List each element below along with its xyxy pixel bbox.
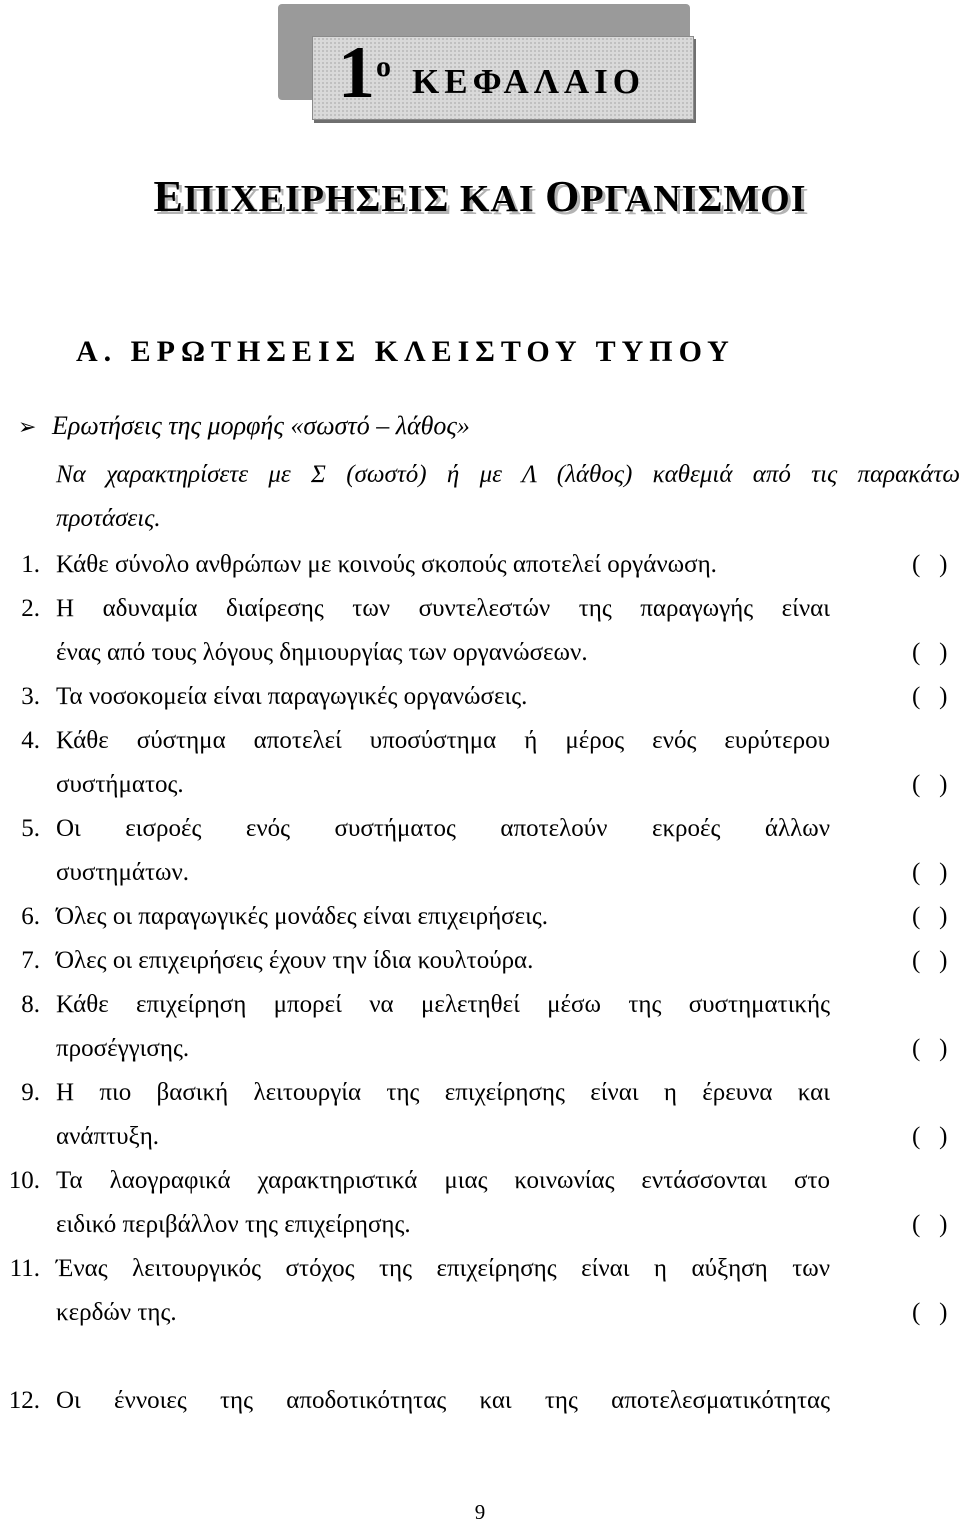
question-number: 5. bbox=[21, 815, 40, 842]
question-text: Ένας λειτουργικός στόχος της επιχείρησης είναι η αύξηση των bbox=[56, 1255, 830, 1282]
answer-box[interactable]: ( ) bbox=[912, 771, 948, 798]
question-text: Κάθε σύστημα αποτελεί υποσύστημα ή μέρος ενός ευρύτερου bbox=[56, 727, 830, 754]
question-number: 8. bbox=[21, 991, 40, 1018]
answer-box[interactable]: ( ) bbox=[912, 903, 948, 930]
title-initial-1: Ε bbox=[153, 172, 184, 221]
question-text: συστημάτων. bbox=[56, 859, 190, 886]
answer-box[interactable]: ( ) bbox=[912, 1035, 948, 1062]
question-text: Οι εισροές ενός συστήματος αποτελούν εκροές άλλων bbox=[56, 815, 830, 842]
answer-box[interactable]: ( ) bbox=[912, 1211, 948, 1238]
question-text: Κάθε σύνολο ανθρώπων με κοινούς σκοπούς αποτελεί οργάνωση. bbox=[56, 551, 717, 578]
answer-box[interactable]: ( ) bbox=[912, 551, 948, 578]
question-text: Τα λαογραφικά χαρακτηριστικά μιας κοινωνίας εντάσσονται στο bbox=[56, 1167, 830, 1194]
answer-box[interactable]: ( ) bbox=[912, 639, 948, 666]
question-text: προσέγγισης. bbox=[56, 1035, 190, 1062]
answer-box[interactable]: ( ) bbox=[912, 859, 948, 886]
answer-box[interactable]: ( ) bbox=[912, 947, 948, 974]
question-text: Τα νοσοκομεία είναι παραγωγικές οργανώσεις. bbox=[56, 683, 528, 710]
question-text: Κάθε επιχείρηση μπορεί να μελετηθεί μέσω της συστηματικής bbox=[56, 991, 830, 1018]
section-heading: Α. ΕΡΩΤΗΣΕΙΣ ΚΛΕΙΣΤΟΥ ΤΥΠΟΥ bbox=[76, 335, 735, 368]
answer-box[interactable]: ( ) bbox=[912, 1299, 948, 1326]
title-part-1: ΠΙΧΕΙΡΗΣΕΙΣ ΚΑΙ bbox=[183, 178, 546, 220]
question-text: Όλες οι παραγωγικές μονάδες είναι επιχειρήσεις. bbox=[56, 903, 549, 930]
chapter-number-superscript: ο bbox=[376, 50, 391, 83]
title-part-2: ΡΓΑΝΙΣΜΟΙ bbox=[580, 178, 807, 220]
question-text: συστήματος. bbox=[56, 771, 184, 798]
question-text: Οι έννοιες της αποδοτικότητας και της αποτελεσματικότητας bbox=[56, 1387, 830, 1414]
answer-box[interactable]: ( ) bbox=[912, 1123, 948, 1150]
arrow-bullet-icon: ➢ bbox=[18, 414, 37, 439]
question-number: 7. bbox=[21, 947, 40, 974]
question-number: 6. bbox=[21, 903, 40, 930]
question-text: Όλες οι επιχειρήσεις έχουν την ίδια κουλτούρα. bbox=[56, 947, 534, 974]
question-text: κερδών της. bbox=[56, 1299, 177, 1326]
title-initial-2: Ο bbox=[545, 172, 581, 221]
question-text: Η πιο βασική λειτουργία της επιχείρησης είναι η έρευνα και bbox=[56, 1079, 830, 1106]
question-number: 11. bbox=[9, 1255, 40, 1282]
question-text: ένας από τους λόγους δημιουργίας των οργανώσεων. bbox=[56, 639, 588, 666]
question-number: 3. bbox=[21, 683, 40, 710]
question-text: ανάπτυξη. bbox=[56, 1123, 160, 1150]
chapter-title bbox=[0, 174, 960, 222]
chapter-number: 1 bbox=[338, 32, 375, 114]
answer-box[interactable]: ( ) bbox=[912, 683, 948, 710]
question-number: 10. bbox=[8, 1167, 40, 1194]
question-number: 12. bbox=[8, 1387, 40, 1414]
question-number: 4. bbox=[21, 727, 40, 754]
question-number: 2. bbox=[21, 595, 40, 622]
question-text: ειδικό περιβάλλον της επιχείρησης. bbox=[56, 1211, 411, 1238]
page-number: 9 bbox=[474, 1500, 486, 1524]
question-number: 9. bbox=[21, 1079, 40, 1106]
question-number: 1. bbox=[21, 551, 40, 578]
sub-heading bbox=[18, 407, 470, 446]
question-text: Η αδυναμία διαίρεσης των συντελεστών της παραγωγής είναι bbox=[56, 595, 830, 622]
sub-heading-text: Ερωτήσεις της μορφής «σωστό – λάθος» bbox=[52, 411, 470, 440]
instructions-line-2: προτάσεις. bbox=[56, 505, 161, 532]
instructions-line-1: Να χαρακτηρίσετε με Σ (σωστό) ή με Λ (λάθος) καθεμιά από τις παρακάτω bbox=[56, 461, 960, 488]
chapter-word: ΚΕΦΑΛΑΙΟ bbox=[412, 62, 646, 101]
